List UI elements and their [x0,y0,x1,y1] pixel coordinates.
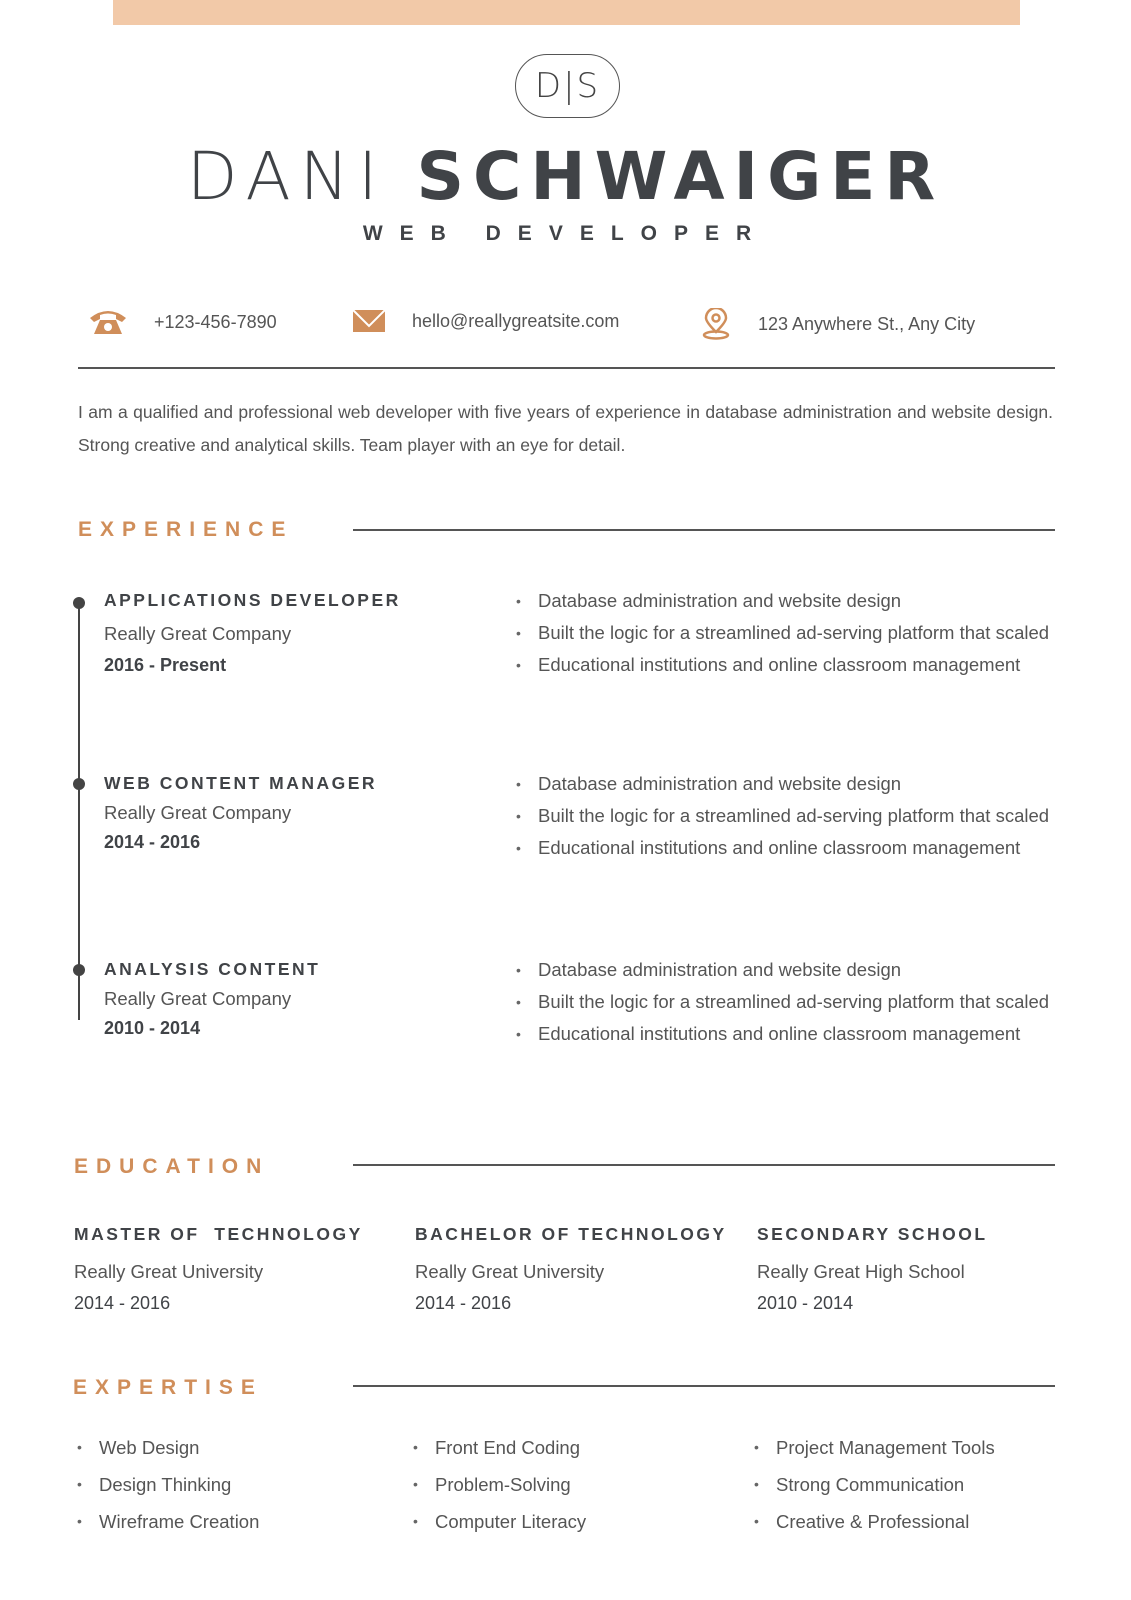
job-title: WEB DEVELOPER [362,222,769,245]
school: Really Great University [74,1261,264,1282]
job-title: ANALYSIS CONTENT [104,959,321,979]
bullet: • Built the logic for a streamlined ad-serving platform that scaled [516,800,1056,832]
monogram: D|S [515,54,620,118]
first-name: DANI [186,138,387,215]
school: Really Great University [415,1261,605,1282]
email-icon [352,308,386,334]
job-bullets [516,954,1056,1050]
divider [353,1385,1055,1387]
bullet: • Database administration and website design [516,585,1056,617]
divider [78,367,1055,369]
dates: 2016 - Present [104,655,227,675]
experience-heading: EXPERIENCE [78,518,294,541]
job-bullets [516,768,1056,864]
job-title: WEB CONTENT MANAGER [104,773,378,793]
education-item [74,1224,363,1314]
top-accent-bar [113,0,1020,25]
expertise-list [77,1429,259,1540]
contact-phone [88,308,277,336]
dates: 2014 - 2016 [415,1293,512,1313]
timeline-line [78,600,80,1020]
skill: • Computer Literacy [413,1503,586,1540]
degree: SECONDARY SCHOOL [757,1224,988,1244]
bullet: • Database administration and website design [516,954,1056,986]
timeline-dot [73,778,85,790]
job-entry [104,959,320,1039]
last-name: SCHWAIGER [416,138,945,215]
location-pin-icon [700,308,732,340]
job-bullets [516,585,1056,681]
phone-icon [88,308,128,336]
degree: BACHELOR OF TECHNOLOGY [415,1224,727,1244]
company: Really Great Company [104,802,292,823]
skill: • Design Thinking [77,1466,259,1503]
skill: • Problem-Solving [413,1466,586,1503]
education-heading: EDUCATION [74,1155,270,1178]
job-entry [104,773,377,853]
contact-email [352,308,619,334]
company: Really Great Company [104,988,292,1009]
bullet: • Educational institutions and online classroom management [516,1018,1056,1050]
skill: • Strong Communication [754,1466,995,1503]
expertise-list [413,1429,586,1540]
job-title: APPLICATIONS DEVELOPER [104,590,401,610]
email-text: hello@reallygreatsite.com [412,310,620,331]
phone-text: +123-456-7890 [154,311,277,332]
degree: MASTER OF TECHNOLOGY [74,1224,363,1244]
expertise-heading: EXPERTISE [73,1376,263,1399]
dates: 2014 - 2016 [104,832,201,852]
education-item [415,1224,727,1314]
full-name [0,138,1131,215]
skill: • Wireframe Creation [77,1503,259,1540]
bullet: • Educational institutions and online classroom management [516,649,1056,681]
company: Really Great Company [104,623,292,644]
bullet: • Educational institutions and online classroom management [516,832,1056,864]
skill: • Web Design [77,1429,259,1466]
bullet: • Built the logic for a streamlined ad-serving platform that scaled [516,617,1056,649]
job-entry [104,590,401,676]
education-item [757,1224,988,1314]
skill: • Project Management Tools [754,1429,995,1466]
dates: 2014 - 2016 [74,1293,171,1313]
contact-address [700,308,975,340]
skill: • Creative & Professional [754,1503,995,1540]
timeline-dot [73,597,85,609]
dates: 2010 - 2014 [757,1293,854,1313]
bullet: • Database administration and website design [516,768,1056,800]
timeline-dot [73,964,85,976]
divider [353,1164,1055,1166]
summary: I am a qualified and professional web developer with five years of experience in database administration and website design. Strong creative and analytical skills. Team player with an eye for detail. [78,402,1053,455]
address-text: 123 Anywhere St., Any City [758,313,976,334]
expertise-list [754,1429,995,1540]
dates: 2010 - 2014 [104,1018,201,1038]
school: Really Great High School [757,1261,965,1282]
bullet: • Built the logic for a streamlined ad-serving platform that scaled [516,986,1056,1018]
skill: • Front End Coding [413,1429,586,1466]
divider [353,529,1055,531]
